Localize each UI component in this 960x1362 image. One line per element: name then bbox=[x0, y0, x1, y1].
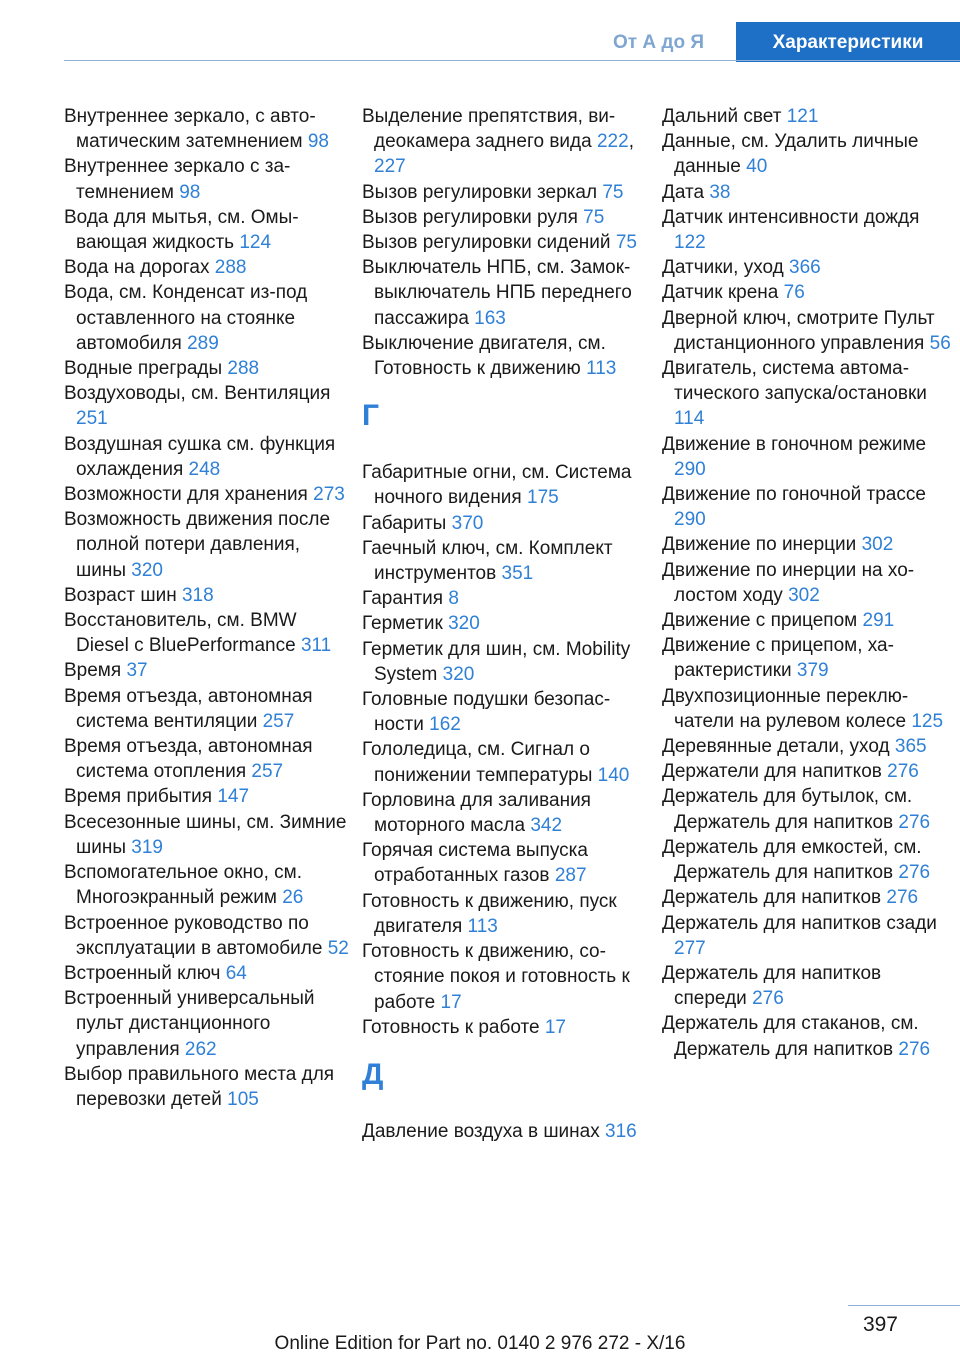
entry-text: Время прибытия bbox=[64, 786, 213, 808]
index-entry bbox=[362, 586, 652, 611]
page-link[interactable]: 251 bbox=[76, 408, 108, 430]
index-entry bbox=[662, 104, 952, 129]
page-link[interactable]: 175 bbox=[527, 487, 559, 509]
entry-text: Датчик крена bbox=[662, 282, 779, 304]
index-entry bbox=[662, 432, 952, 482]
entry-text: Герметик bbox=[362, 613, 443, 635]
page-link[interactable]: 288 bbox=[227, 358, 260, 380]
page-number: 397 bbox=[862, 1313, 898, 1336]
index-entry bbox=[362, 460, 652, 510]
page-link[interactable]: 276 bbox=[886, 887, 919, 909]
index-entry bbox=[662, 684, 952, 734]
entry-text: Двигатель, система автоматического запуска/остановки bbox=[662, 358, 927, 405]
entry-text: Держатели для напитков bbox=[662, 761, 882, 783]
page-link[interactable]: 75 bbox=[615, 232, 637, 254]
entry-text: Держатель для емкостей, см. Держатель для напитков bbox=[662, 836, 922, 884]
page-link[interactable]: 121 bbox=[786, 106, 819, 127]
index-entry bbox=[362, 331, 652, 381]
index-entry bbox=[662, 633, 952, 683]
index-entry bbox=[64, 784, 354, 809]
page-link[interactable]: 290 bbox=[674, 509, 706, 531]
page-link[interactable]: 318 bbox=[181, 584, 214, 606]
page-header bbox=[0, 0, 960, 62]
index-entry bbox=[662, 911, 952, 961]
footer-divider bbox=[848, 1305, 960, 1306]
entry-text: Гололедица, см. Сигнал о понижении температуры bbox=[362, 739, 593, 786]
entry-text: Встроенное руководство по эксплуатации в автомобиле bbox=[64, 912, 323, 959]
page-link[interactable]: 320 bbox=[131, 559, 163, 581]
entry-text: Горячая система выпуска отработанных газов bbox=[362, 840, 588, 887]
page-link[interactable]: 320 bbox=[448, 613, 480, 635]
index-entry bbox=[64, 255, 354, 280]
entry-text: Время отъезда, автономная система вентиляции bbox=[64, 685, 313, 732]
page-link[interactable]: 163 bbox=[474, 307, 506, 329]
entry-text: Давление воздуха в шинах bbox=[362, 1120, 600, 1142]
entry-text: Габариты bbox=[362, 512, 447, 534]
index-entry bbox=[662, 759, 952, 784]
index-entry bbox=[64, 280, 354, 356]
page-link[interactable]: 124 bbox=[239, 232, 272, 254]
index-entry bbox=[362, 611, 652, 636]
index-entry bbox=[662, 885, 952, 910]
index-entry bbox=[362, 637, 652, 687]
index-entry bbox=[64, 154, 354, 204]
header-divider bbox=[64, 60, 960, 61]
page-link[interactable]: 291 bbox=[862, 610, 895, 632]
page-link[interactable]: 365 bbox=[894, 736, 927, 758]
entry-text: Вода, см. Конденсат из-под оставленного на стоянке автомобиля bbox=[64, 282, 308, 354]
page-link[interactable]: 38 bbox=[709, 181, 731, 203]
entry-text: Гаечный ключ, см. Комплект инструментов bbox=[362, 537, 613, 585]
page-link[interactable]: 17 bbox=[544, 1016, 566, 1038]
page-link[interactable]: 105 bbox=[227, 1088, 259, 1110]
page-link[interactable]: 276 bbox=[898, 862, 931, 884]
index-entry bbox=[64, 734, 354, 784]
page-link[interactable]: 227 bbox=[374, 156, 406, 178]
index-entry bbox=[362, 1119, 652, 1144]
index-entry bbox=[64, 658, 354, 683]
entry-text: Движение с прицепом, характеристики bbox=[662, 635, 894, 682]
entry-text: Датчики, уход bbox=[662, 257, 784, 279]
entry-text: Возможность движения после полной потери давления, шины bbox=[64, 509, 331, 581]
page-link[interactable]: 98 bbox=[307, 131, 329, 153]
entry-text: Выключатель НПБ, см. Замок-выключатель НПБ переднего пассажира bbox=[362, 257, 632, 329]
index-entry bbox=[64, 986, 354, 1062]
page-link[interactable]: 276 bbox=[898, 1038, 931, 1060]
index-entry bbox=[362, 536, 652, 586]
entry-text: Данные, см. Удалить личные данные bbox=[662, 131, 919, 178]
page-link[interactable]: 287 bbox=[554, 865, 587, 887]
entry-text: Датчик интенсивности дождя bbox=[662, 206, 920, 228]
page-link[interactable]: 320 bbox=[442, 663, 475, 685]
page-link[interactable]: 222 bbox=[596, 131, 629, 153]
entry-text: Деревянные детали, уход bbox=[662, 736, 890, 758]
page-link[interactable]: 113 bbox=[586, 358, 617, 380]
entry-text: Гарантия bbox=[362, 588, 444, 610]
entry-text: Выключение двигателя, см. Готовность к движению bbox=[362, 332, 606, 380]
page-link[interactable]: 276 bbox=[752, 988, 784, 1010]
index-entry bbox=[662, 784, 952, 834]
page-link[interactable]: 351 bbox=[501, 563, 534, 585]
entry-text: Вспомогательное окно, см. Многоэкранный режим bbox=[64, 862, 302, 909]
entry-text: Движение в гоночном режиме bbox=[662, 433, 927, 455]
page-link[interactable]: 17 bbox=[440, 991, 462, 1013]
index-entry bbox=[64, 432, 354, 482]
index-entry bbox=[662, 129, 952, 179]
index-entry bbox=[64, 482, 354, 507]
edition-footer: Online Edition for Part no. 0140 2 976 272 - X/16 bbox=[274, 1333, 686, 1354]
page-link[interactable]: 113 bbox=[467, 915, 498, 937]
page-link[interactable]: 257 bbox=[251, 761, 284, 783]
page-link[interactable]: 147 bbox=[217, 786, 250, 808]
entry-text: Готовность к работе bbox=[362, 1016, 540, 1038]
index-entry bbox=[362, 939, 652, 1015]
index-entry bbox=[64, 911, 354, 961]
page-link[interactable]: 366 bbox=[789, 257, 821, 279]
index-entry bbox=[64, 381, 354, 431]
index-entry bbox=[362, 788, 652, 838]
page-link[interactable]: 76 bbox=[783, 282, 805, 304]
index-entry bbox=[662, 205, 952, 255]
index-entry bbox=[662, 734, 952, 759]
page-link[interactable]: 290 bbox=[674, 458, 706, 480]
entry-text: Герметик для шин, см. Mobility System bbox=[362, 638, 631, 685]
section-letter: Д bbox=[362, 1057, 384, 1091]
entry-text: Водные преграды bbox=[64, 358, 223, 380]
index-entry bbox=[64, 961, 354, 986]
entry-text: Внутреннее зеркало с затемнением bbox=[64, 156, 291, 203]
page-link[interactable]: 277 bbox=[674, 937, 706, 959]
index-entry bbox=[662, 1011, 952, 1061]
entry-text: Время bbox=[64, 660, 122, 682]
index-entry bbox=[362, 230, 652, 255]
entry-text: Дата bbox=[662, 181, 705, 203]
page-link[interactable]: 114 bbox=[674, 408, 705, 430]
page-link[interactable]: 257 bbox=[262, 710, 295, 732]
index-entry bbox=[362, 889, 652, 939]
index-entry bbox=[362, 737, 652, 787]
index-entry bbox=[64, 684, 354, 734]
entry-text: Держатель для напитков спереди bbox=[662, 962, 882, 1010]
page-link[interactable]: 40 bbox=[746, 156, 768, 178]
page-link[interactable]: 56 bbox=[929, 332, 951, 354]
page-link[interactable]: 75 bbox=[602, 181, 624, 203]
index-entry bbox=[64, 507, 354, 583]
tab-index-a-z[interactable]: От А до Я bbox=[613, 32, 704, 53]
index-entry bbox=[362, 1015, 652, 1040]
entry-text: Вызов регулировки зеркал bbox=[362, 181, 598, 203]
index-entry bbox=[64, 205, 354, 255]
page-link[interactable]: 379 bbox=[796, 660, 829, 682]
page-link[interactable]: 64 bbox=[225, 962, 247, 984]
entry-text: Двухпозиционные переключатели на рулевом колесе bbox=[662, 685, 909, 732]
entry-text: Держатель для напитков сзади bbox=[662, 912, 937, 934]
entry-text: Горловина для заливания моторного масла bbox=[362, 789, 591, 837]
index-entry bbox=[362, 180, 652, 205]
entry-text: Внутреннее зеркало, с автоматическим затемнением bbox=[64, 106, 316, 153]
index-entry bbox=[64, 356, 354, 381]
index-entry bbox=[64, 1062, 354, 1112]
page-link[interactable]: 248 bbox=[188, 458, 221, 480]
entry-text: Вода на дорогах bbox=[64, 257, 210, 279]
page-link[interactable]: 262 bbox=[184, 1038, 217, 1060]
index-entry bbox=[662, 306, 952, 356]
page-link[interactable]: 140 bbox=[597, 764, 630, 786]
index-entry bbox=[662, 608, 952, 633]
entry-text: Держатель для бутылок, см. Держатель для напитков bbox=[662, 786, 913, 833]
entry-text: Движение по инерции на холостом ходу bbox=[662, 559, 915, 606]
entry-text: Восстановитель, см. BMW Diesel с BluePerformance bbox=[64, 610, 297, 657]
page-link[interactable]: 273 bbox=[313, 484, 345, 506]
page-link[interactable]: 302 bbox=[788, 584, 820, 606]
page-link[interactable]: 98 bbox=[179, 181, 201, 203]
index-entry bbox=[362, 205, 652, 230]
page-link[interactable]: 162 bbox=[429, 714, 461, 736]
index-entry bbox=[64, 104, 354, 154]
entry-text: Встроенный универсальный пульт дистанционного управления bbox=[64, 988, 315, 1060]
entry-text: Воздуховоды, см. Вентиляция bbox=[64, 383, 331, 405]
index-entry bbox=[64, 583, 354, 608]
page-link[interactable]: 316 bbox=[605, 1120, 637, 1142]
index-entry bbox=[362, 255, 652, 331]
page-link[interactable]: 125 bbox=[911, 710, 944, 732]
index-entry bbox=[362, 687, 652, 737]
page-link[interactable]: 8 bbox=[448, 588, 459, 610]
index-entry bbox=[362, 838, 652, 888]
page-link[interactable]: 342 bbox=[530, 815, 563, 837]
index-entry bbox=[662, 961, 952, 1011]
page-link[interactable]: 26 bbox=[282, 887, 304, 909]
page-link[interactable]: 75 bbox=[583, 206, 605, 228]
entry-text: Дверной ключ, смотрите Пульт дистанционного управления bbox=[662, 307, 935, 354]
index-column-2 bbox=[362, 104, 652, 1144]
page-link[interactable]: 311 bbox=[300, 635, 332, 657]
entry-text: Готовность к движению, пуск двигателя bbox=[362, 890, 617, 937]
entry-text: Вызов регулировки руля bbox=[362, 206, 578, 228]
entry-text: Готовность к движению, состояние покоя и готовность к работе bbox=[362, 941, 630, 1013]
entry-text: Встроенный ключ bbox=[64, 962, 221, 984]
entry-text: Вызов регулировки сидений bbox=[362, 232, 611, 254]
page-link[interactable]: 319 bbox=[131, 836, 163, 858]
index-entry bbox=[362, 511, 652, 536]
index-entry bbox=[64, 810, 354, 860]
entry-text: Движение с прицепом bbox=[662, 610, 858, 632]
page-link[interactable]: 289 bbox=[187, 332, 219, 354]
entry-text: Головные подушки безопасности bbox=[362, 689, 611, 736]
index-column-3 bbox=[662, 104, 952, 1062]
index-entry bbox=[662, 255, 952, 280]
page-link[interactable]: 122 bbox=[674, 232, 706, 254]
index-entry bbox=[64, 860, 354, 910]
page-link[interactable]: 276 bbox=[898, 811, 931, 833]
index-entry bbox=[662, 532, 952, 557]
entry-text: Всесезонные шины, см. Зимние шины bbox=[64, 811, 347, 858]
index-entry bbox=[662, 356, 952, 432]
entry-text: Вода для мытья, см. Омывающая жидкость bbox=[64, 206, 299, 254]
index-entry bbox=[662, 180, 952, 205]
entry-text: Возможности для хранения bbox=[64, 484, 308, 506]
page-link[interactable]: 37 bbox=[126, 660, 148, 682]
index-entry bbox=[662, 558, 952, 608]
entry-text: Воздушная сушка см. функция охлаждения bbox=[64, 433, 336, 480]
entry-text: Держатель для напитков bbox=[662, 887, 882, 909]
entry-text: Габаритные огни, см. Система ночного видения bbox=[362, 462, 632, 509]
index-entry bbox=[662, 482, 952, 532]
entry-text: Выбор правильного места для перевозки детей bbox=[64, 1063, 335, 1110]
entry-text: Дальний свет bbox=[662, 106, 782, 127]
entry-text: Движение по инерции bbox=[662, 534, 857, 556]
index-entry: Выделение препятствия, видеокамера заднего вида 222, 227 bbox=[362, 106, 634, 178]
page-link[interactable]: 52 bbox=[327, 937, 349, 959]
index-column-1 bbox=[64, 104, 354, 1112]
index-entry bbox=[662, 280, 952, 305]
entry-text: Время отъезда, автономная система отопления bbox=[64, 736, 313, 783]
index-entry bbox=[662, 835, 952, 885]
section-letter: Г bbox=[362, 399, 380, 433]
page-link[interactable]: 370 bbox=[451, 512, 484, 534]
index-entry bbox=[64, 608, 354, 658]
page-link[interactable]: 276 bbox=[887, 761, 919, 783]
entry-text: Выделение препятствия, видеокамера заднего вида bbox=[362, 106, 616, 153]
entry-text: Движение по гоночной трассе bbox=[662, 484, 926, 506]
entry-text: Возраст шин bbox=[64, 584, 177, 606]
page-link[interactable]: 302 bbox=[861, 534, 894, 556]
tab-section-characteristics[interactable]: Характеристики bbox=[736, 22, 960, 62]
page-link[interactable]: 288 bbox=[214, 257, 247, 279]
entry-text: Держатель для стаканов, см. Держатель для напитков bbox=[662, 1013, 919, 1060]
